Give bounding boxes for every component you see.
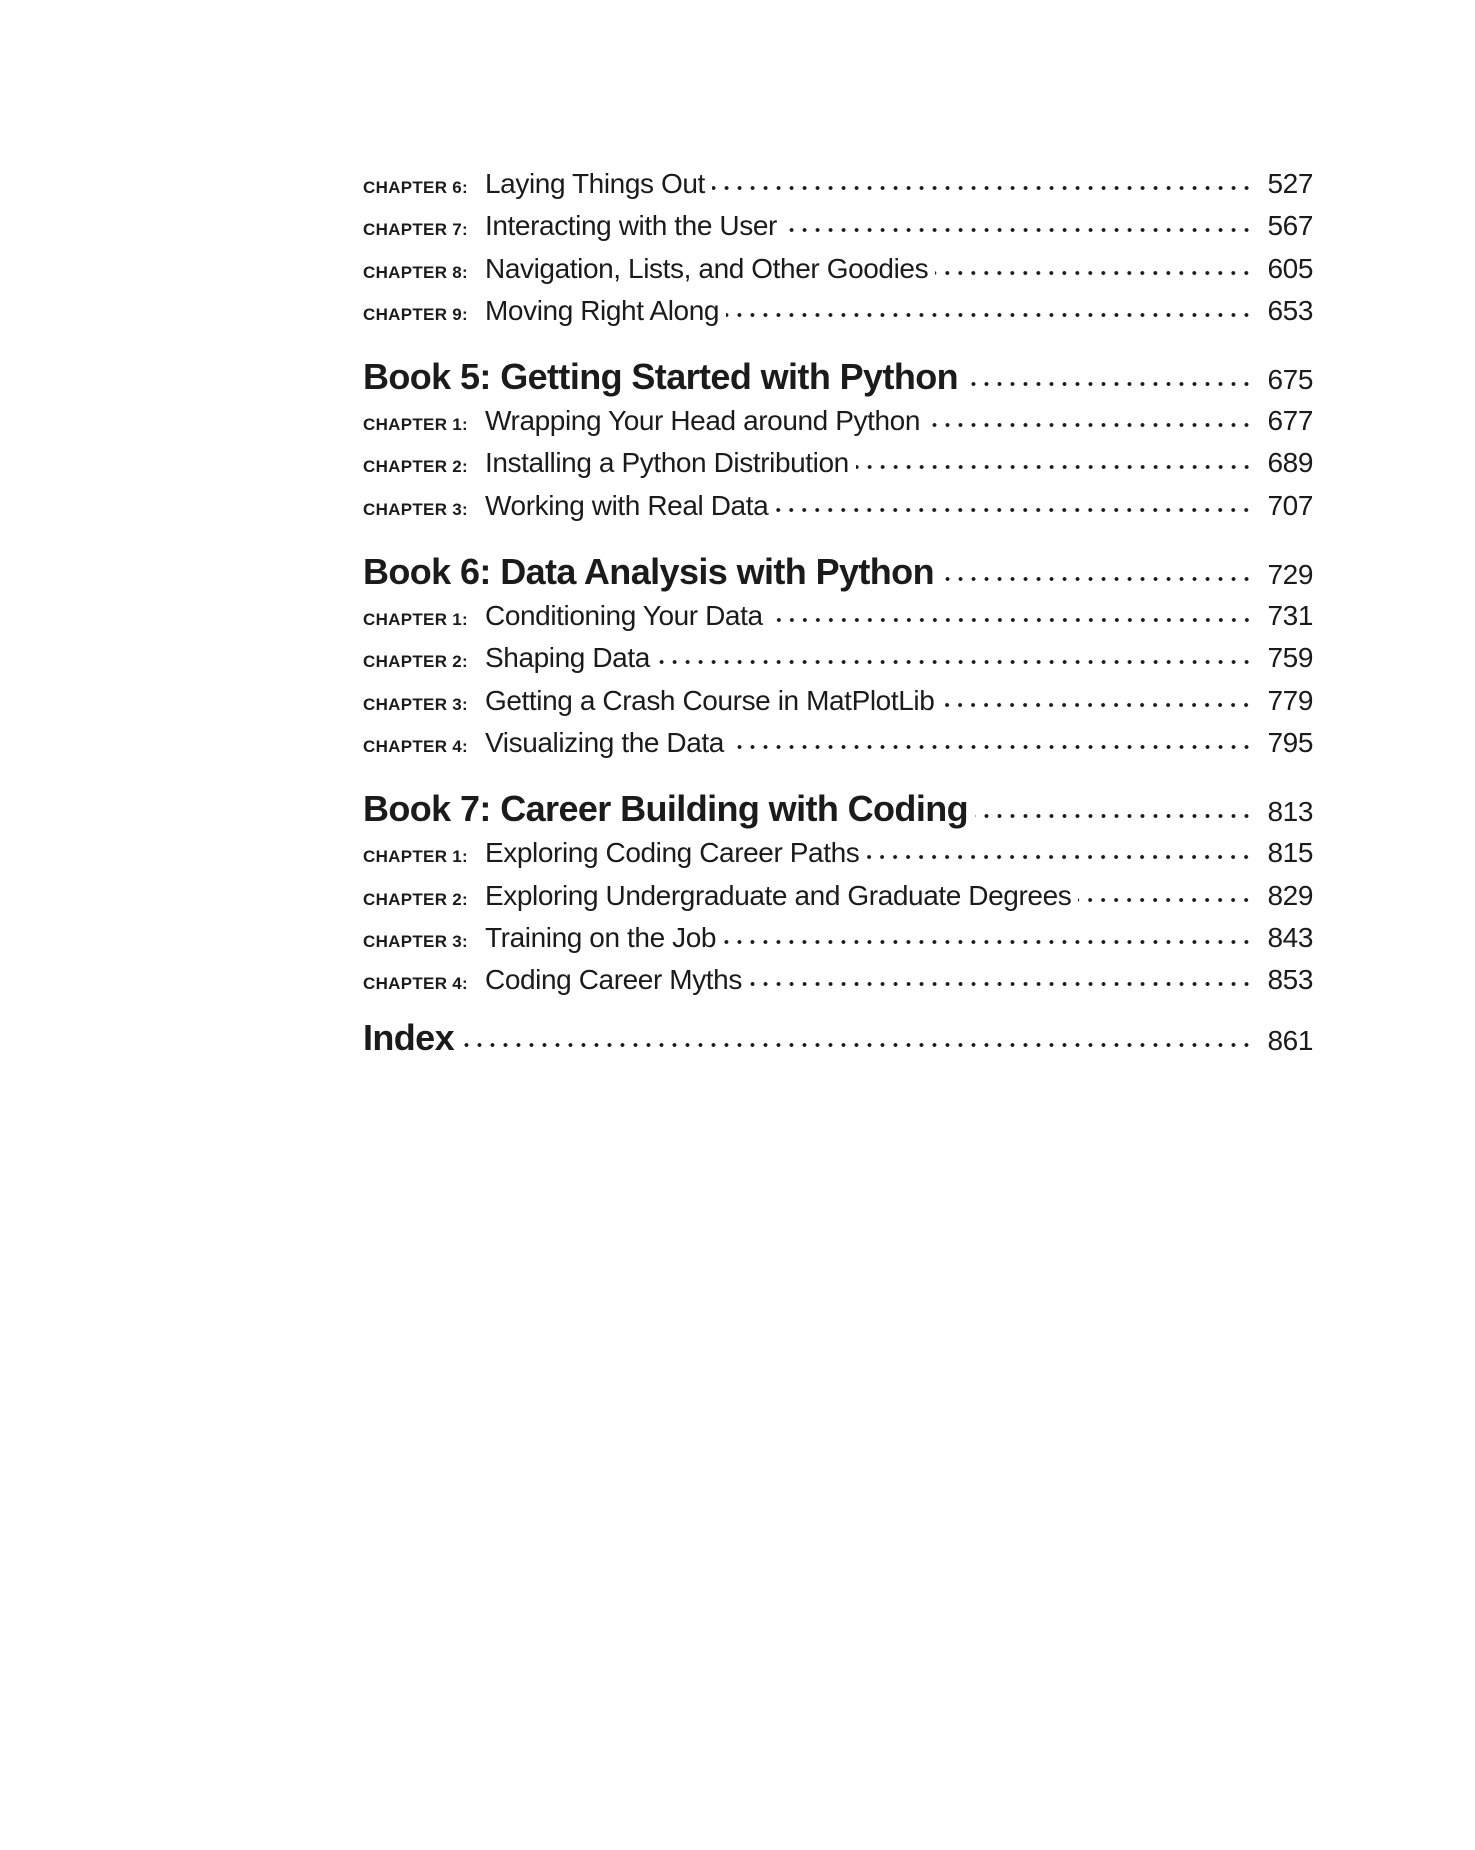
toc-entry-chapter	[363, 834, 1313, 876]
book-title: Book 6: Data Analysis with Python	[363, 551, 934, 593]
chapter-title: Exploring Undergraduate and Graduate Degrees	[485, 879, 1072, 911]
toc-entry-chapter	[363, 724, 1313, 766]
book-title: Book 7: Career Building with Coding	[363, 788, 969, 830]
dot-leader	[965, 381, 1255, 389]
dot-leader	[1078, 897, 1255, 905]
page-number: 653	[1267, 294, 1313, 326]
chapter-label: CHAPTER 9:	[363, 304, 469, 324]
chapter-label: CHAPTER 6:	[363, 178, 469, 197]
dot-leader	[927, 422, 1255, 430]
dot-leader	[723, 939, 1255, 947]
toc-entry-book-heading	[363, 550, 1313, 597]
chapter-title: Wrapping Your Head around Python	[485, 405, 921, 437]
chapter-title: Moving Right Along	[485, 294, 720, 326]
book-title: Book 5: Getting Started with Python	[363, 356, 959, 398]
dot-leader	[749, 981, 1255, 989]
page-number: 815	[1267, 837, 1313, 869]
chapter-title: Exploring Coding Career Paths	[485, 837, 860, 869]
chapter-title: Coding Career Myths	[485, 964, 742, 996]
page-number: 675	[1267, 364, 1313, 396]
toc-entry-chapter	[363, 919, 1313, 961]
dot-leader	[941, 702, 1255, 710]
page-number: 567	[1267, 210, 1313, 242]
toc-entry-chapter	[363, 402, 1313, 444]
table-of-contents	[363, 165, 1313, 1063]
chapter-label: CHAPTER 1:	[363, 415, 469, 435]
chapter-label: CHAPTER 7:	[363, 220, 469, 240]
dot-leader	[935, 270, 1255, 278]
toc-entry-index-heading	[363, 1016, 1313, 1063]
chapter-label: CHAPTER 4:	[363, 736, 469, 756]
chapter-title: Training on the Job	[485, 921, 717, 953]
page-number: 813	[1267, 796, 1313, 828]
toc-entry-chapter	[363, 961, 1313, 1003]
toc-entry-chapter	[363, 250, 1313, 292]
chapter-title: Shaping Data	[485, 642, 650, 674]
toc-entry-chapter	[363, 682, 1313, 724]
chapter-label: CHAPTER 4:	[363, 974, 469, 994]
chapter-title: Conditioning Your Data	[485, 600, 763, 632]
page-number: 605	[1267, 252, 1313, 284]
chapter-title: Getting a Crash Course in MatPlotLib	[485, 684, 935, 716]
toc-entry-chapter	[363, 877, 1313, 919]
page-number: 707	[1267, 489, 1313, 521]
toc-entry-chapter	[363, 165, 1313, 207]
toc-entry-chapter	[363, 597, 1313, 639]
chapter-title: Installing a Python Distribution	[485, 447, 849, 479]
page-number: 731	[1267, 600, 1313, 632]
toc-entry-chapter	[363, 444, 1313, 486]
chapter-label: CHAPTER 1:	[363, 847, 469, 867]
chapter-label: CHAPTER 2:	[363, 457, 469, 477]
index-title: Index	[363, 1017, 455, 1059]
dot-leader	[866, 854, 1255, 862]
toc-entry-book-heading	[363, 355, 1313, 402]
dot-leader	[775, 507, 1255, 515]
dot-leader	[712, 185, 1255, 193]
chapter-title: Laying Things Out	[485, 168, 705, 199]
dot-leader	[784, 227, 1255, 235]
page-number: 795	[1267, 726, 1313, 758]
chapter-label: CHAPTER 2:	[363, 652, 469, 672]
page-number: 729	[1267, 559, 1313, 591]
page-number: 527	[1267, 168, 1313, 199]
chapter-label: CHAPTER 3:	[363, 499, 469, 519]
dot-leader	[726, 312, 1255, 320]
page-number: 853	[1267, 964, 1313, 996]
toc-entry-chapter	[363, 639, 1313, 681]
toc-entry-book-heading	[363, 787, 1313, 834]
toc-entry-chapter	[363, 487, 1313, 529]
page-number: 843	[1267, 921, 1313, 953]
dot-leader	[975, 813, 1255, 821]
chapter-label: CHAPTER 2:	[363, 889, 469, 909]
chapter-label: CHAPTER 3:	[363, 931, 469, 951]
toc-entry-chapter	[363, 292, 1313, 334]
dot-leader	[461, 1042, 1255, 1050]
page-number: 861	[1267, 1025, 1313, 1057]
dot-leader	[731, 744, 1255, 752]
chapter-title: Navigation, Lists, and Other Goodies	[485, 252, 929, 284]
page-number: 829	[1267, 879, 1313, 911]
chapter-title: Interacting with the User	[485, 210, 777, 242]
chapter-label: CHAPTER 3:	[363, 694, 469, 714]
page-number: 779	[1267, 684, 1313, 716]
page-number: 689	[1267, 447, 1313, 479]
dot-leader	[657, 659, 1255, 667]
dot-leader	[770, 617, 1255, 625]
dot-leader	[856, 464, 1255, 472]
dot-leader	[941, 576, 1255, 584]
chapter-label: CHAPTER 1:	[363, 610, 469, 630]
chapter-label: CHAPTER 8:	[363, 262, 469, 282]
toc-entry-chapter	[363, 207, 1313, 249]
page-number: 677	[1267, 405, 1313, 437]
page-number: 759	[1267, 642, 1313, 674]
chapter-title: Working with Real Data	[485, 489, 769, 521]
chapter-title: Visualizing the Data	[485, 726, 724, 758]
